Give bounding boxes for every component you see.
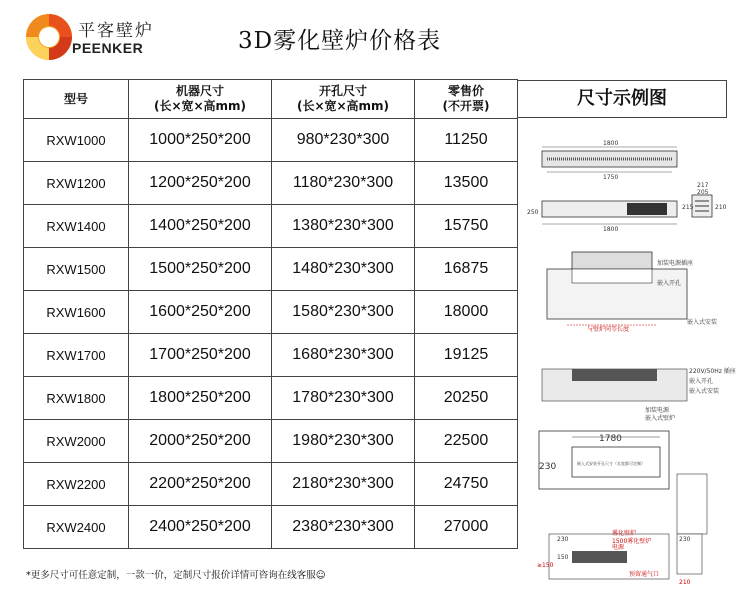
dim-cut-width: 1780 <box>599 434 622 444</box>
install-view-1 <box>547 252 717 333</box>
table-row <box>24 420 518 463</box>
cell-price: 15750 <box>415 205 518 248</box>
top-view <box>542 140 677 181</box>
cell-model: RXW1400 <box>24 205 129 248</box>
cell-hole-size: 1180*230*300 <box>272 162 415 205</box>
cell-model: RXW1200 <box>24 162 129 205</box>
cell-model: RXW1600 <box>24 291 129 334</box>
cell-price: 24750 <box>415 463 518 506</box>
cell-hole-size: 1580*230*300 <box>272 291 415 334</box>
table-row <box>24 162 518 205</box>
dim-side-215: 215 <box>682 204 694 211</box>
header-model: 型号 <box>24 80 129 119</box>
dim-sec-230: 230 <box>679 536 691 543</box>
footnote: *更多尺寸可任意定制，一款一价，定制尺寸报价详情可咨询在线客服☺ <box>26 570 326 581</box>
cell-machine-size: 2200*250*200 <box>129 463 272 506</box>
cell-model: RXW1700 <box>24 334 129 377</box>
table-row <box>24 334 518 377</box>
cutout-view <box>539 431 707 534</box>
dim-top-width: 1800 <box>603 140 619 147</box>
cell-model: RXW2000 <box>24 420 129 463</box>
label-embed-hole: 嵌入开孔 <box>657 280 682 287</box>
cell-machine-size: 2000*250*200 <box>129 420 272 463</box>
cell-hole-size: 980*230*300 <box>272 119 415 162</box>
label-embed-install-2: 嵌入式安装 <box>689 388 720 395</box>
cell-model: RXW1800 <box>24 377 129 420</box>
label-sec-1500: 1500雾化壁炉 <box>612 538 652 545</box>
table-row <box>24 506 518 549</box>
cell-machine-size: 1800*250*200 <box>129 377 272 420</box>
dim-sec-h: ≥150 <box>537 562 554 569</box>
cell-machine-size: 1700*250*200 <box>129 334 272 377</box>
dimension-diagram <box>517 79 736 593</box>
dim-sec-150: 150 <box>557 554 569 561</box>
front-view <box>527 182 727 233</box>
label-fireplace: 雾化壁炉 <box>612 530 637 537</box>
table-header-row <box>24 80 518 119</box>
header-hole-size: 开孔尺寸 (长×宽×高mm) <box>272 80 415 119</box>
label-vent: 预留通气口 <box>629 571 660 578</box>
section-view <box>537 529 702 586</box>
logo-flame-icon <box>26 14 72 60</box>
dim-side-210: 210 <box>715 204 727 211</box>
install-view-2 <box>542 367 736 422</box>
cell-hole-size: 1780*230*300 <box>272 377 415 420</box>
label-embed-install: 嵌入式安装 <box>687 319 718 326</box>
label-cut-note: 嵌入式安装开孔尺寸（长宽都可定制） <box>577 461 645 466</box>
dim-front-width: 1800 <box>603 226 619 233</box>
cell-price: 13500 <box>415 162 518 205</box>
cell-machine-size: 1500*250*200 <box>129 248 272 291</box>
label-add-power: 加装电源 <box>645 407 670 414</box>
table-row <box>24 291 518 334</box>
cell-hole-size: 1980*230*300 <box>272 420 415 463</box>
table-row <box>24 119 518 162</box>
header-price: 零售价 (不开票) <box>415 80 518 119</box>
page-title: 3D雾化壁炉价格表 <box>238 28 442 54</box>
dim-side-217: 217 <box>697 182 709 189</box>
dim-cut-height: 230 <box>539 462 557 472</box>
logo-english-name: PEENKER <box>72 40 144 56</box>
table-row <box>24 377 518 420</box>
label-power-socket: 加装电源插座 <box>657 260 694 267</box>
dim-front-height: 250 <box>527 209 539 216</box>
label-embed-hole-2: 嵌入开孔 <box>689 378 714 385</box>
cell-machine-size: 1400*250*200 <box>129 205 272 248</box>
label-same-length: 与壁炉同等长度 <box>587 326 630 333</box>
dim-sec-230-left: 230 <box>557 536 569 543</box>
cell-hole-size: 1480*230*300 <box>272 248 415 291</box>
cell-price: 18000 <box>415 291 518 334</box>
header-machine-size: 机器尺寸 (长×宽×高mm) <box>129 80 272 119</box>
cell-machine-size: 2400*250*200 <box>129 506 272 549</box>
cell-model: RXW1500 <box>24 248 129 291</box>
cell-hole-size: 1680*230*300 <box>272 334 415 377</box>
cell-price: 19125 <box>415 334 518 377</box>
dim-inner-width: 1750 <box>603 174 619 181</box>
cell-price: 27000 <box>415 506 518 549</box>
price-table <box>23 79 518 549</box>
cell-machine-size: 1600*250*200 <box>129 291 272 334</box>
cell-price: 22500 <box>415 420 518 463</box>
cell-model: RXW2400 <box>24 506 129 549</box>
table-row <box>24 205 518 248</box>
logo-chinese-name: 平客壁炉 <box>78 21 154 41</box>
cell-machine-size: 1000*250*200 <box>129 119 272 162</box>
cell-model: RXW1000 <box>24 119 129 162</box>
cell-model: RXW2200 <box>24 463 129 506</box>
label-embedded-fireplace: 嵌入式壁炉 <box>645 415 676 422</box>
cell-hole-size: 2380*230*300 <box>272 506 415 549</box>
cell-hole-size: 1380*230*300 <box>272 205 415 248</box>
diagram-title: 尺寸示例图 <box>517 80 727 118</box>
table-row <box>24 463 518 506</box>
dim-sec-210: 210 <box>679 579 691 586</box>
dim-side-205: 205 <box>697 189 709 196</box>
label-power: 电源 <box>612 544 625 551</box>
cell-hole-size: 2180*230*300 <box>272 463 415 506</box>
table-row <box>24 248 518 291</box>
cell-price: 20250 <box>415 377 518 420</box>
cell-machine-size: 1200*250*200 <box>129 162 272 205</box>
label-socket-220v: 220V/50Hz 插座 <box>689 368 736 375</box>
cell-price: 11250 <box>415 119 518 162</box>
cell-price: 16875 <box>415 248 518 291</box>
